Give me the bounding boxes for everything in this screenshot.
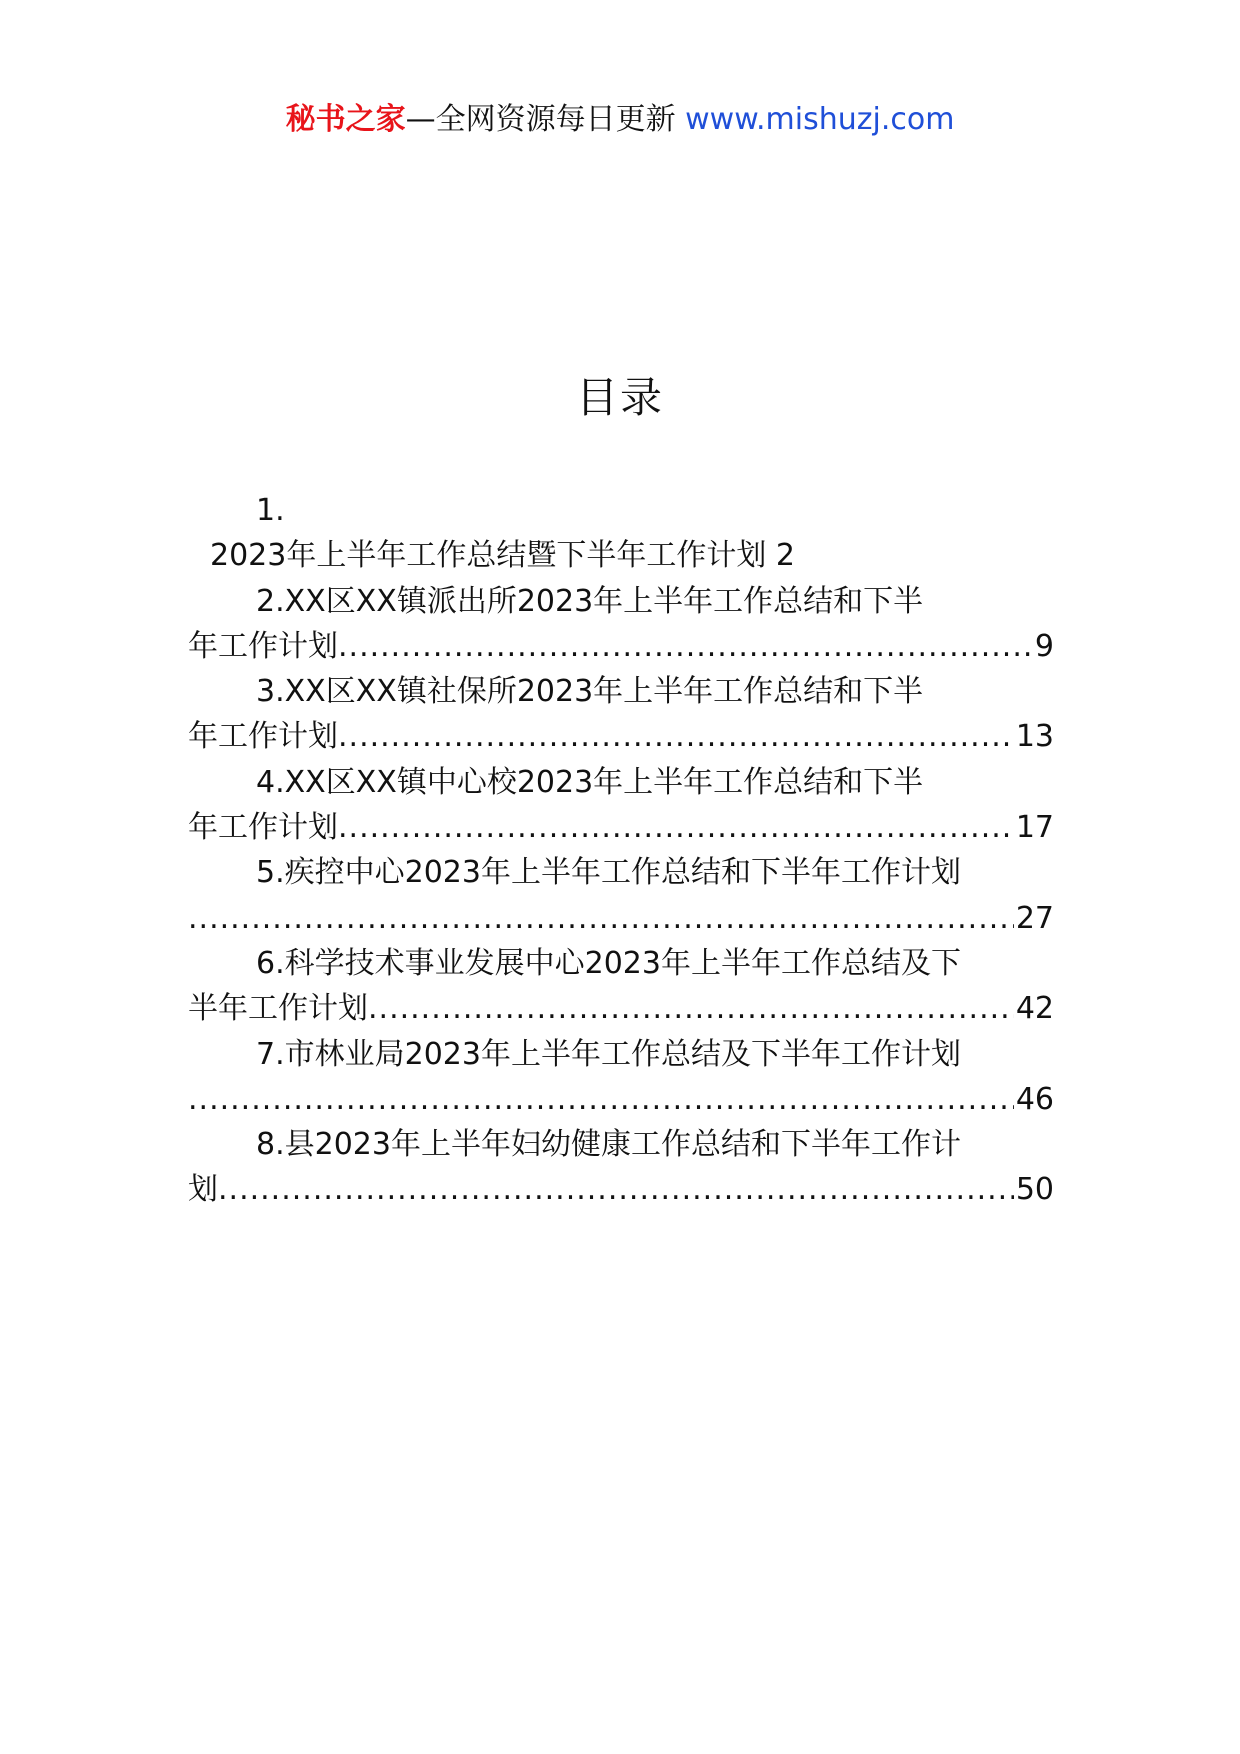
table-of-contents xyxy=(188,488,1054,1213)
toc-entry-title: 2.XX区XX镇派出所2023年上半年工作总结和下半 xyxy=(256,583,924,619)
toc-entry[interactable] xyxy=(188,760,1054,851)
site-header xyxy=(0,100,1240,140)
toc-entry-page: 46 xyxy=(1015,1081,1054,1117)
page-title: 目录 xyxy=(575,373,664,422)
toc-entry-leader-line xyxy=(188,624,1054,669)
toc-entry-title-cont: 年工作计划 xyxy=(188,810,338,846)
toc-entry-title: 3.XX区XX镇社保所2023年上半年工作总结和下半 xyxy=(256,674,924,710)
toc-entry-title xyxy=(188,533,1054,578)
toc-entry-leader-line xyxy=(188,1077,1054,1122)
toc-entry-title-cont: 年工作计划 xyxy=(188,628,338,664)
toc-entry[interactable] xyxy=(188,850,1054,941)
dot-leader xyxy=(338,624,1033,669)
toc-entry-leader-line xyxy=(188,714,1054,759)
toc-entry-page: 9 xyxy=(1034,628,1054,664)
toc-entry-page: 2 xyxy=(775,538,795,574)
toc-entry-leader-line xyxy=(188,986,1054,1031)
toc-entry-page: 50 xyxy=(1015,1172,1054,1208)
toc-entry-title: 4.XX区XX镇中心校2023年上半年工作总结和下半 xyxy=(256,764,924,800)
toc-entry-page: 17 xyxy=(1015,810,1054,846)
toc-entry-title-cont: 划 xyxy=(188,1172,218,1208)
site-slogan: —全网资源每日更新 xyxy=(405,102,676,137)
toc-entry-page: 42 xyxy=(1015,991,1054,1027)
toc-entry[interactable] xyxy=(188,669,1054,760)
toc-entry[interactable] xyxy=(188,579,1054,670)
dot-leader xyxy=(188,896,1014,941)
toc-entry[interactable] xyxy=(188,941,1054,1032)
toc-entry-page: 13 xyxy=(1015,719,1054,755)
toc-entry[interactable] xyxy=(188,488,1054,579)
toc-entry-title: 6.科学技术事业发展中心2023年上半年工作总结及下 xyxy=(256,945,961,981)
site-url-link[interactable]: www.mishuzj.com xyxy=(685,102,955,137)
toc-entry-leader-line xyxy=(188,1167,1054,1212)
toc-entry-title: 8.县2023年上半年妇幼健康工作总结和下半年工作计 xyxy=(256,1127,961,1163)
toc-entry-title-cont: 年工作计划 xyxy=(188,719,338,755)
dot-leader xyxy=(188,1077,1014,1122)
toc-entry[interactable] xyxy=(188,1032,1054,1123)
toc-entry-page: 27 xyxy=(1015,900,1054,936)
toc-entry-number: 1. xyxy=(256,493,285,528)
toc-entry-title: 7.市林业局2023年上半年工作总结及下半年工作计划 xyxy=(256,1036,961,1072)
toc-entry[interactable] xyxy=(188,1122,1054,1213)
dot-leader xyxy=(368,986,1014,1031)
dot-leader xyxy=(338,714,1014,759)
dot-leader xyxy=(218,1167,1014,1212)
toc-entry-leader-line xyxy=(188,896,1054,941)
toc-entry-leader-line xyxy=(188,805,1054,850)
toc-entry-title-cont: 半年工作计划 xyxy=(188,991,368,1027)
brand-name: 秘书之家 xyxy=(285,102,406,137)
toc-entry-title-text: 2023年上半年工作总结暨下半年工作计划 xyxy=(210,538,767,574)
dot-leader xyxy=(338,805,1014,850)
toc-entry-title: 5.疾控中心2023年上半年工作总结和下半年工作计划 xyxy=(256,855,961,891)
